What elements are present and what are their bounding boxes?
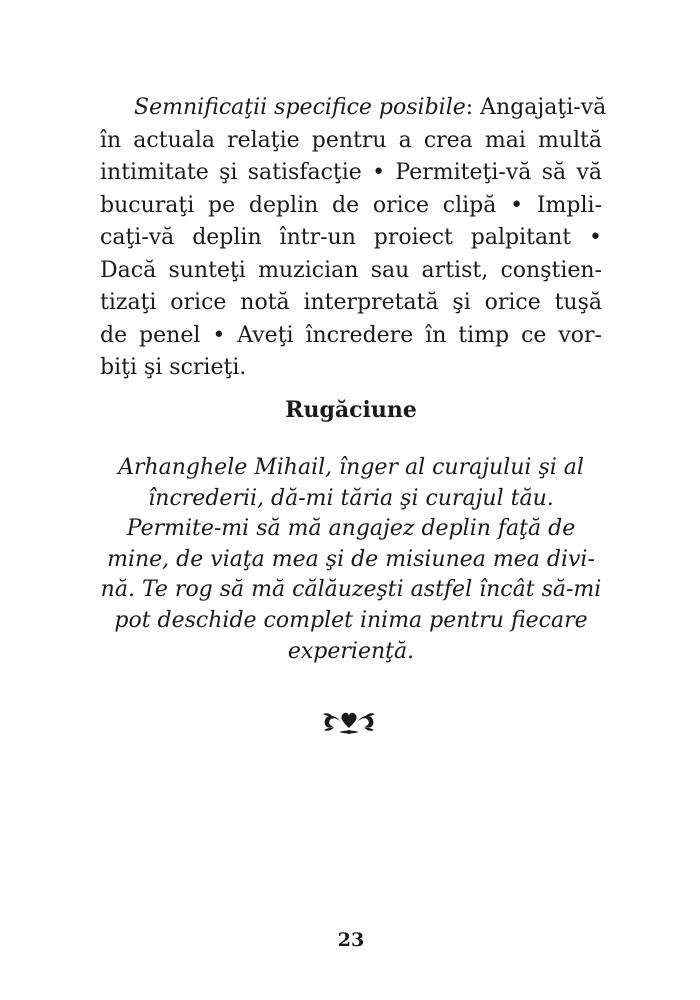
prayer-line: nă. Te rog să mă călăuzeşti astfel încât să-mi [100, 577, 602, 603]
prayer-line: încrederii, dă-mi tăria şi curajul tău. [148, 485, 554, 511]
body-line: de penel • Aveţi încredere în timp ce vor- [100, 322, 602, 348]
body-line: Dacă sunteţi muzician sau artist, conştien- [100, 257, 602, 283]
page-number: 23 [337, 929, 365, 951]
prayer-line: experienţă. [287, 638, 415, 664]
body-line: intimitate şi satisfacţie • Permiteţi-vă să vă [100, 160, 602, 185]
body-line: caţi-vă deplin într-un proiect palpitant • [100, 225, 602, 250]
body-line: tizaţi orice notă interpretată şi orice tuşă [100, 290, 602, 315]
section-heading: Rugăciune [285, 397, 417, 423]
prayer-line: mine, de viaţa mea şi de misiunea mea divi- [107, 546, 595, 572]
floral-ornament-icon [321, 708, 377, 736]
body-line: bucuraţi pe deplin de orice clipă • Impli- [100, 192, 602, 218]
italic-lead: Semnificaţii specifice posibile [134, 95, 466, 120]
body-line-rest: : Angajaţi-vă [465, 95, 607, 120]
prayer-line: Permite-mi să mă angajez deplin faţă de [126, 516, 576, 542]
body-paragraph [100, 92, 607, 385]
prayer-line: Arhanghele Mihail, înger al curajului şi al [118, 455, 584, 480]
prayer-text [100, 453, 602, 667]
prayer-line: pot deschide complet inima pentru fiecare [114, 607, 588, 633]
body-line [100, 92, 607, 125]
body-line: biţi şi scrieţi. [100, 355, 247, 380]
body-line: în actuala relaţie pentru a crea mai multă [100, 127, 602, 153]
